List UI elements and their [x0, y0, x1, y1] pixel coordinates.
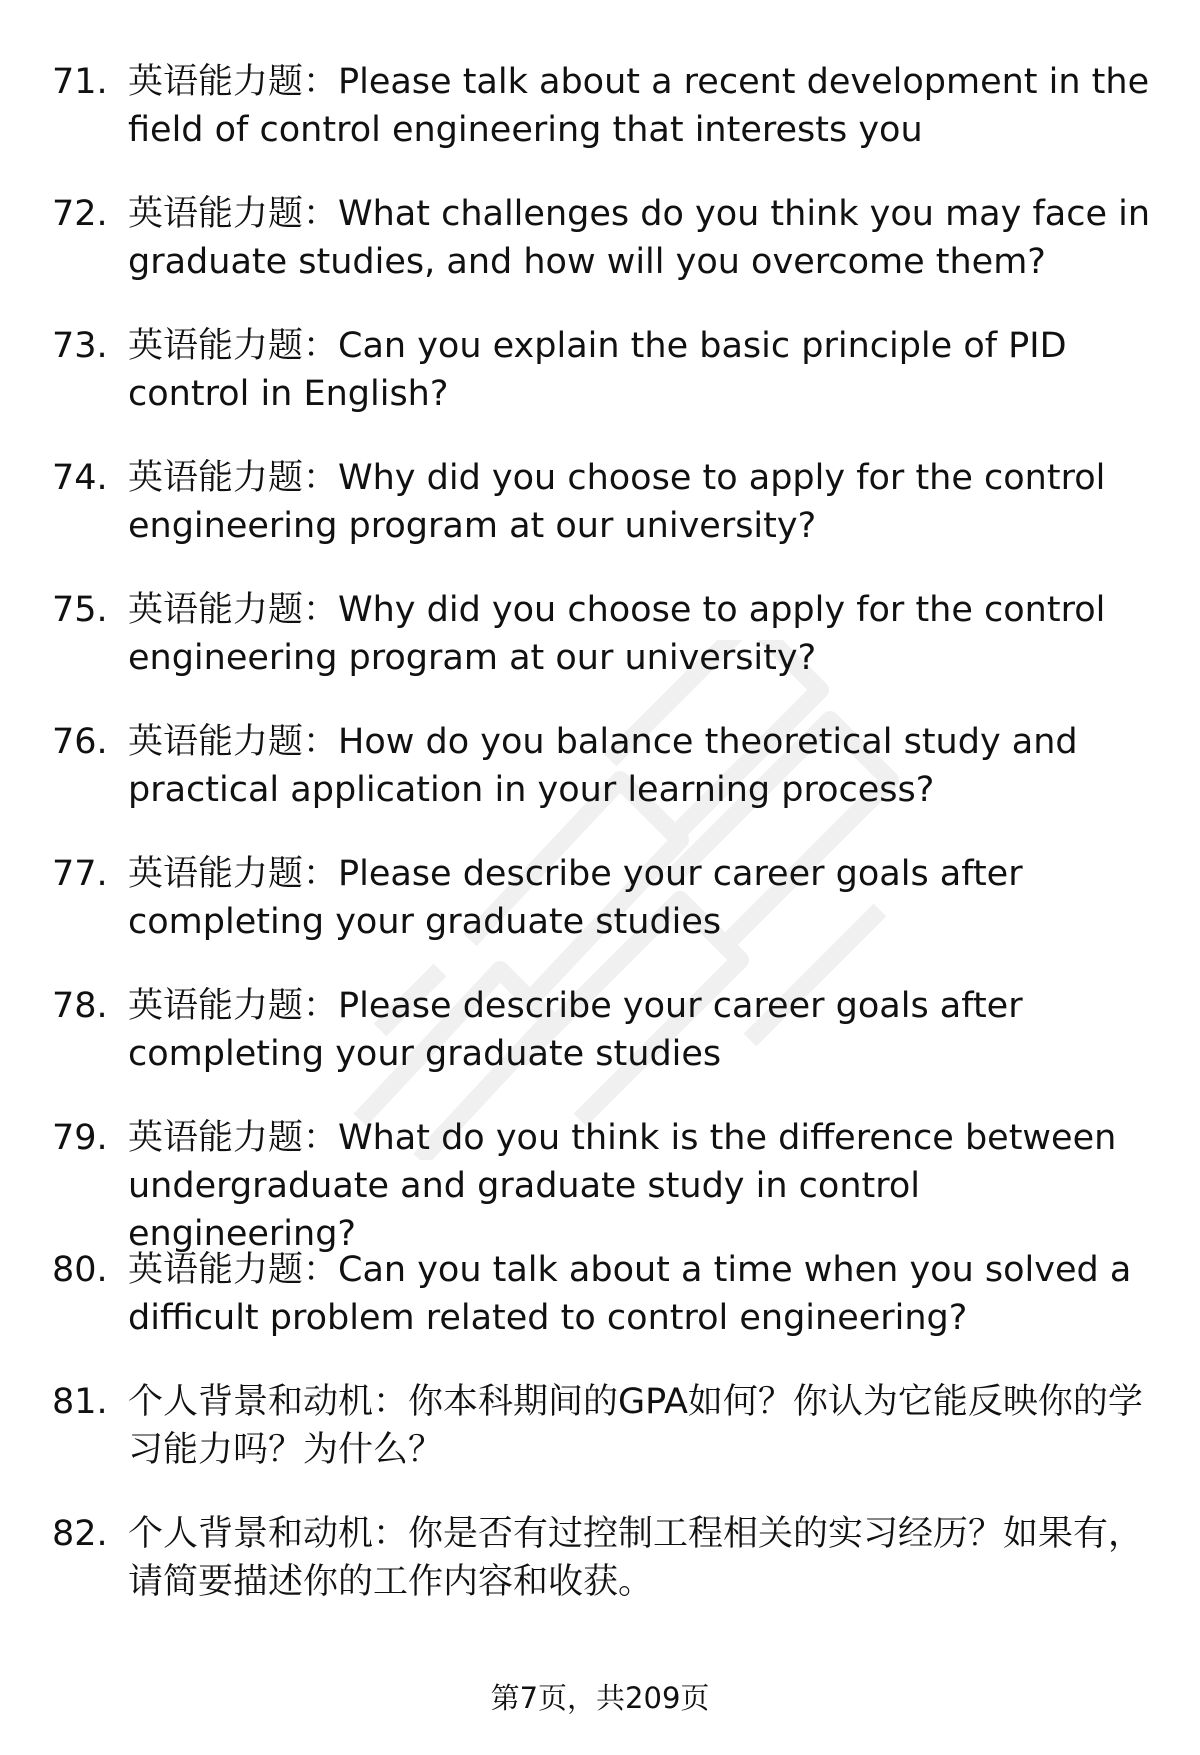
question-text: 英语能力题：Can you explain the basic principle of PID control in English? — [128, 326, 1067, 414]
question-item — [52, 850, 1157, 982]
question-item — [52, 1510, 1157, 1642]
question-number: 78. — [52, 986, 108, 1026]
question-number: 72. — [52, 194, 108, 234]
page-number-label: 第7页，共209页 — [490, 1681, 710, 1715]
question-number: 79. — [52, 1118, 108, 1158]
question-number: 80. — [52, 1250, 108, 1290]
question-number: 73. — [52, 326, 108, 366]
question-text: 英语能力题：Why did you choose to apply for the control engineering program at our university? — [128, 590, 1106, 678]
question-text: 英语能力题：Why did you choose to apply for the control engineering program at our university? — [128, 458, 1106, 546]
question-item — [52, 58, 1157, 190]
question-number: 75. — [52, 590, 108, 630]
question-number: 76. — [52, 722, 108, 762]
question-number: 71. — [52, 62, 108, 102]
question-number: 77. — [52, 854, 108, 894]
question-item — [52, 1114, 1157, 1254]
question-item — [52, 1246, 1157, 1378]
question-item — [52, 586, 1157, 718]
question-item — [52, 454, 1157, 586]
question-text: 英语能力题：Please describe your career goals after completing your graduate studies — [128, 986, 1023, 1074]
question-text: 英语能力题：What challenges do you think you may face in graduate studies, and how will you overcome them? — [128, 194, 1151, 282]
question-item — [52, 718, 1157, 850]
question-text: 个人背景和动机：你是否有过控制工程相关的实习经历？如果有，请简要描述你的工作内容和收获。 — [128, 1514, 1144, 1602]
question-list — [52, 58, 1157, 1642]
question-text: 英语能力题：Please talk about a recent development in the field of control engineering that interests you — [128, 62, 1150, 150]
question-item — [52, 1378, 1157, 1510]
question-text: 英语能力题：How do you balance theoretical study and practical application in your learning process? — [128, 722, 1078, 810]
question-item — [52, 322, 1157, 454]
question-item — [52, 982, 1157, 1114]
question-text: 英语能力题：Can you talk about a time when you solved a difficult problem related to control engineering? — [128, 1250, 1132, 1338]
question-item — [52, 190, 1157, 322]
question-number: 81. — [52, 1382, 108, 1422]
page-footer — [0, 1678, 1200, 1718]
question-number: 82. — [52, 1514, 108, 1554]
question-text: 个人背景和动机：你本科期间的GPA如何？你认为它能反映你的学习能力吗？为什么？ — [128, 1382, 1143, 1470]
question-text: 英语能力题：Please describe your career goals after completing your graduate studies — [128, 854, 1023, 942]
question-text: 英语能力题：What do you think is the difference between undergraduate and graduate study in control engineering? — [128, 1118, 1117, 1254]
question-number: 74. — [52, 458, 108, 498]
